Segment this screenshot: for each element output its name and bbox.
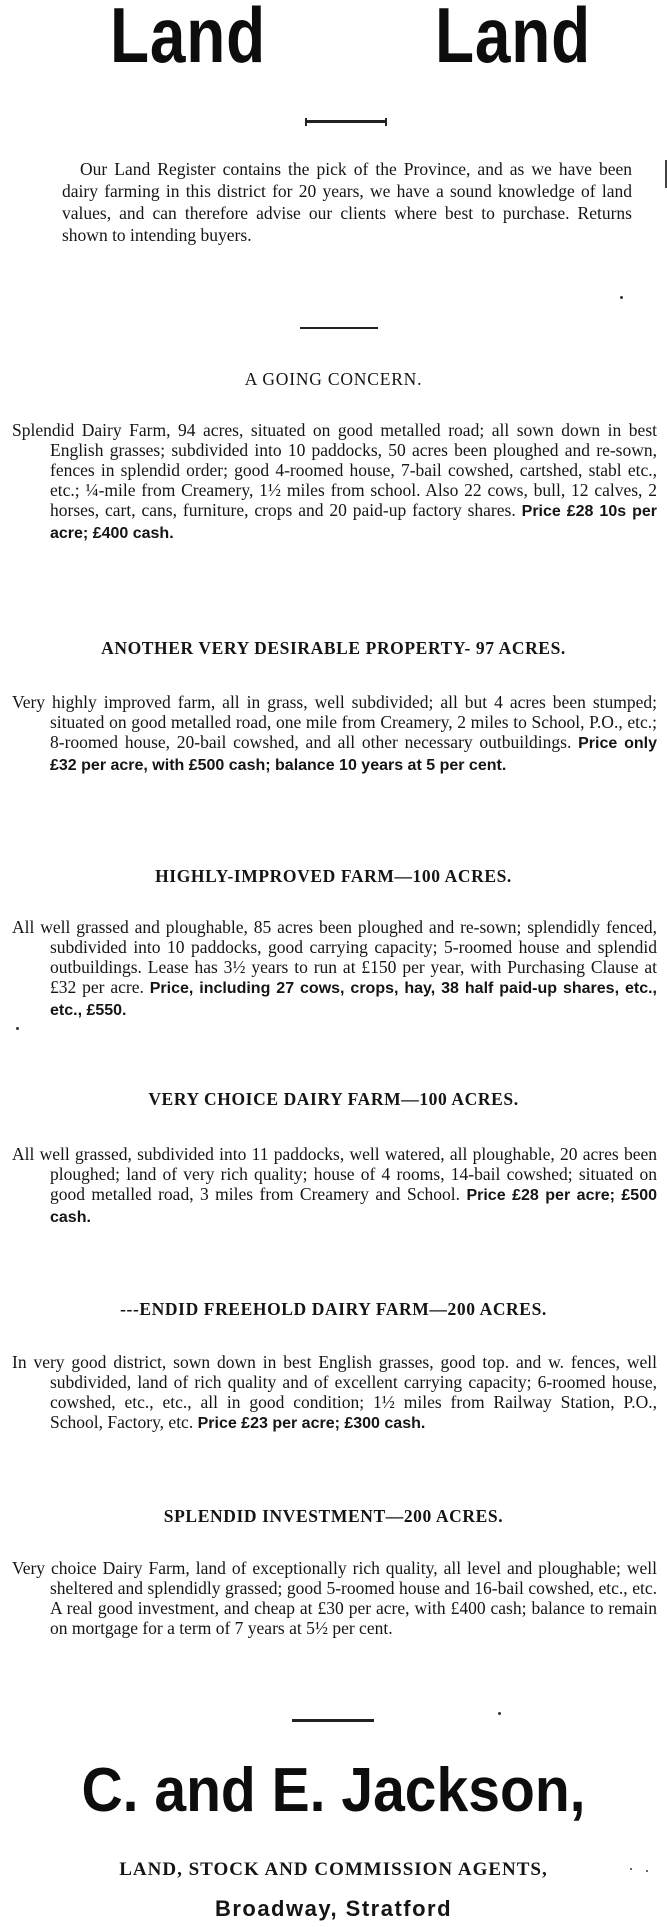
scan-speck [646, 1870, 648, 1872]
listing-body: Very choice Dairy Farm, land of exceptionally rich quality, all level and ploughable; well sheltered and splendidly grassed; good 5-roomed house and 16-bail cowshed, etc., etc. A real good investment, and cheap at £30 per acre, with £400 cash; balance to remain on mortgage for a term of 7 years at 5½ per cent. [12, 1558, 657, 1638]
scan-speck [620, 296, 623, 299]
section-title: SPLENDID INVESTMENT—200 ACRES. [163, 1506, 504, 1526]
listing-price: Price, including 27 cows, crops, hay, 38 half paid-up shares, etc., etc., £550. [50, 980, 657, 1019]
listing-price: Price £23 per acre; £300 cash. [197, 1415, 426, 1432]
scan-speck [16, 1027, 19, 1030]
listing-body: All well grassed and ploughable, 85 acres been ploughed and re-sown; splendidly fenced, subdivided into 10 paddocks, good carrying capacity; 5-roomed house and splendid outbuildings. Lease has 3½ years to run at £150 per year, with Purchasing Clause at £32 per acre. [12, 917, 657, 997]
firm-subtitle: LAND, STOCK AND COMMISSION AGENTS, [119, 1859, 548, 1880]
section-title: A GOING CONCERN. [244, 369, 423, 389]
listing-text [12, 1144, 657, 1228]
headline-word-left: Land [110, 0, 267, 79]
listing-body: All well grassed, subdivided into 11 paddocks, well watered, all ploughable, 20 acres been ploughed; land of very rich quality; house of 4 rooms, 14-bail cowshed; situated on good metalled road, 3 miles from Creamery and School. [12, 1144, 657, 1204]
section-title: ANOTHER VERY DESIRABLE PROPERTY- 97 ACRES. [101, 638, 566, 658]
firm-name: C. and E. Jackson, [81, 1756, 586, 1825]
listing-body: In very good district, sown down in best English grasses, good top. and w. fences, well subdivided, land of rich quality and of excellent carrying capacity; 6-roomed house, cowshed, etc., etc., all in good condition; 1½ miles from Railway Station, P.O., School, Factory, etc. [12, 1352, 657, 1432]
listing-text [12, 692, 657, 776]
listing-text [12, 1558, 657, 1638]
headline-word-right: Land [435, 0, 592, 79]
intro-paragraph: Our Land Register contains the pick of the Province, and as we have been dairy farming in this district for 20 years, we have a sound knowledge of land values, and can therefore advise our clients where best to purchase. Returns shown to intending buyers. [62, 159, 632, 245]
scan-speck [498, 1712, 501, 1715]
footer-rule [292, 1719, 374, 1722]
firm-address: Broadway, Stratford [214, 1896, 453, 1921]
listing-price: Price £28 per acre; £500 cash. [50, 1187, 657, 1226]
scan-speck [630, 1868, 632, 1870]
listing-body: Very highly improved farm, all in grass, well subdivided; all but 4 acres been stumped; situated on good metalled road, one mile from Creamery, 2 miles to School, P.O., etc.; 8-roomed house, 20-bail cowshed, and all other necessary outbuildings. [12, 692, 657, 752]
listing-price: Price only £32 per acre, with £500 cash; balance 10 years at 5 per cent. [50, 735, 658, 774]
section-title: ---ENDID FREEHOLD DAIRY FARM—200 ACRES. [120, 1299, 547, 1319]
listing-body: Splendid Dairy Farm, 94 acres, situated on good metalled road; all sown down in best English grasses; subdivided into 10 paddocks, 50 acres been ploughed and re-sown, fences in splendid order; good 4-roomed house, 7-bail cowshed, cartshed, stabl etc., etc.; ¼-mile from Creamery, 1½ miles from school. Also 22 cows, bull, 12 calves, 2 horses, cart, cans, furniture, crops and 20 paid-up factory shares. [12, 420, 657, 520]
headline [0, 0, 667, 80]
listing-text [12, 917, 657, 1021]
listing-text [12, 420, 657, 544]
listing-text [12, 1352, 657, 1434]
section-title: VERY CHOICE DAIRY FARM—100 ACRES. [148, 1089, 519, 1109]
section-title: HIGHLY-IMPROVED FARM—100 ACRES. [155, 866, 512, 886]
intro-rule [300, 327, 378, 329]
listing-price: Price £28 10s per acre; £400 cash. [50, 503, 658, 542]
headline-rule [305, 120, 387, 123]
